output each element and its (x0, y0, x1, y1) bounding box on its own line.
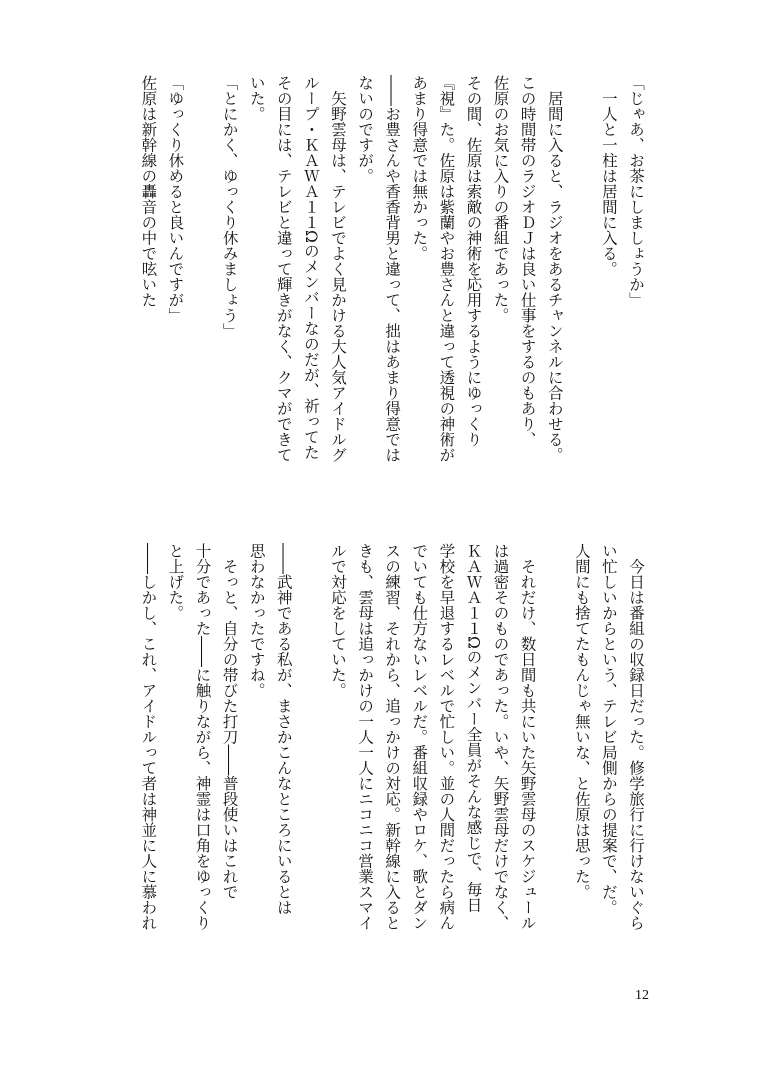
text-line: ないのですが。 (356, 75, 375, 184)
text-line (297, 543, 324, 983)
text-line: スの練習、それから、追っかけの対応。新幹線に入ると (383, 543, 402, 931)
text-line: ループ・ＫＡＷＡ１１Ωのメンバーなのだが、祈ってた (301, 75, 320, 460)
text-line: 思わなかったですね。 (247, 543, 266, 698)
upper-text-block (107, 75, 649, 505)
text-line (188, 75, 215, 505)
text-line: は過密そのものであった。いや、矢野雲母だけでなく、 (491, 543, 510, 931)
text-line: いた。 (247, 75, 266, 122)
text-line (568, 75, 595, 505)
text-line: 佐原は新幹線の轟音の中で呟いた (139, 75, 158, 308)
text-line: ルで対応をしていた。 (328, 543, 347, 698)
lower-text-block (107, 543, 649, 983)
text-line: 一人と一柱は居間に入る。 (599, 75, 618, 277)
page-number: 12 (635, 988, 649, 1003)
text-line: ――しかし、これ、アイドルって者は神並に人に慕われ (139, 543, 158, 931)
text-line: 佐原のお気に入りの番組であった。 (491, 75, 510, 323)
text-line: そっと、自分の帯びた打刀――普段使いはこれで (220, 543, 239, 900)
text-line: でいても仕方ないレベルだ。番組収録やロケ、歌とダン (410, 543, 429, 931)
text-line: 矢野雲母は、テレビでよく見かける大人気アイドルグ (328, 75, 347, 463)
text-line: その目には、テレビと違って輝きがなく、クマができて (274, 75, 293, 463)
text-line: 十分であった――に触りながら、神霊は口角をゆっくり (193, 543, 212, 931)
text-line: 居間に入ると、ラジオをあるチャンネルに合わせる。 (545, 75, 564, 463)
text-line: あまり得意では無かった。 (410, 75, 429, 261)
text-line: それだけ、数日間も共にいた矢野雲母のスケジュール (518, 543, 537, 931)
text-line: ＫＡＷＡ１１Ωのメンバー全員がそんな感じで、毎日 (464, 543, 483, 913)
text-line: 「じゃあ、お茶にしましょうか」 (627, 75, 645, 308)
text-line: その間、佐原は索敵の神術を応用するようにゆっくり (464, 75, 483, 447)
text-line: この時間帯のラジオＤＪは良い仕事をするのもあり、 (518, 75, 537, 447)
text-line: い忙しいからという、テレビ局側からの提案で、だ。 (599, 543, 618, 915)
text-line: 「とにかく、ゆっくり休みましょう」 (220, 75, 239, 339)
text-line: きも、雲母は追っかけの一人一人にニコニコ営業スマイ (356, 543, 375, 931)
text-line: と上げた。 (166, 543, 185, 621)
text-line: 「ゆっくり休めると良いんですが」 (166, 75, 185, 323)
text-line (541, 543, 568, 983)
text-line: 学校を早退するレベルで忙しい。並の人間だったら病ん (437, 543, 456, 931)
text-line: ――お豊さんや香香背男と違って、拙はあまり得意では (383, 75, 402, 463)
text-line: 『視』た。佐原は紫蘭やお豊さんと違って透視の神術が (437, 75, 456, 463)
text-line: 人間にも捨てたもんじゃ無いな、と佐原は思った。 (572, 543, 591, 900)
text-line: 今日は番組の収録日だった。修学旅行に行けないぐら (627, 543, 645, 931)
text-line: ――武神である私が、まさかこんなところにいるとは (274, 543, 293, 915)
